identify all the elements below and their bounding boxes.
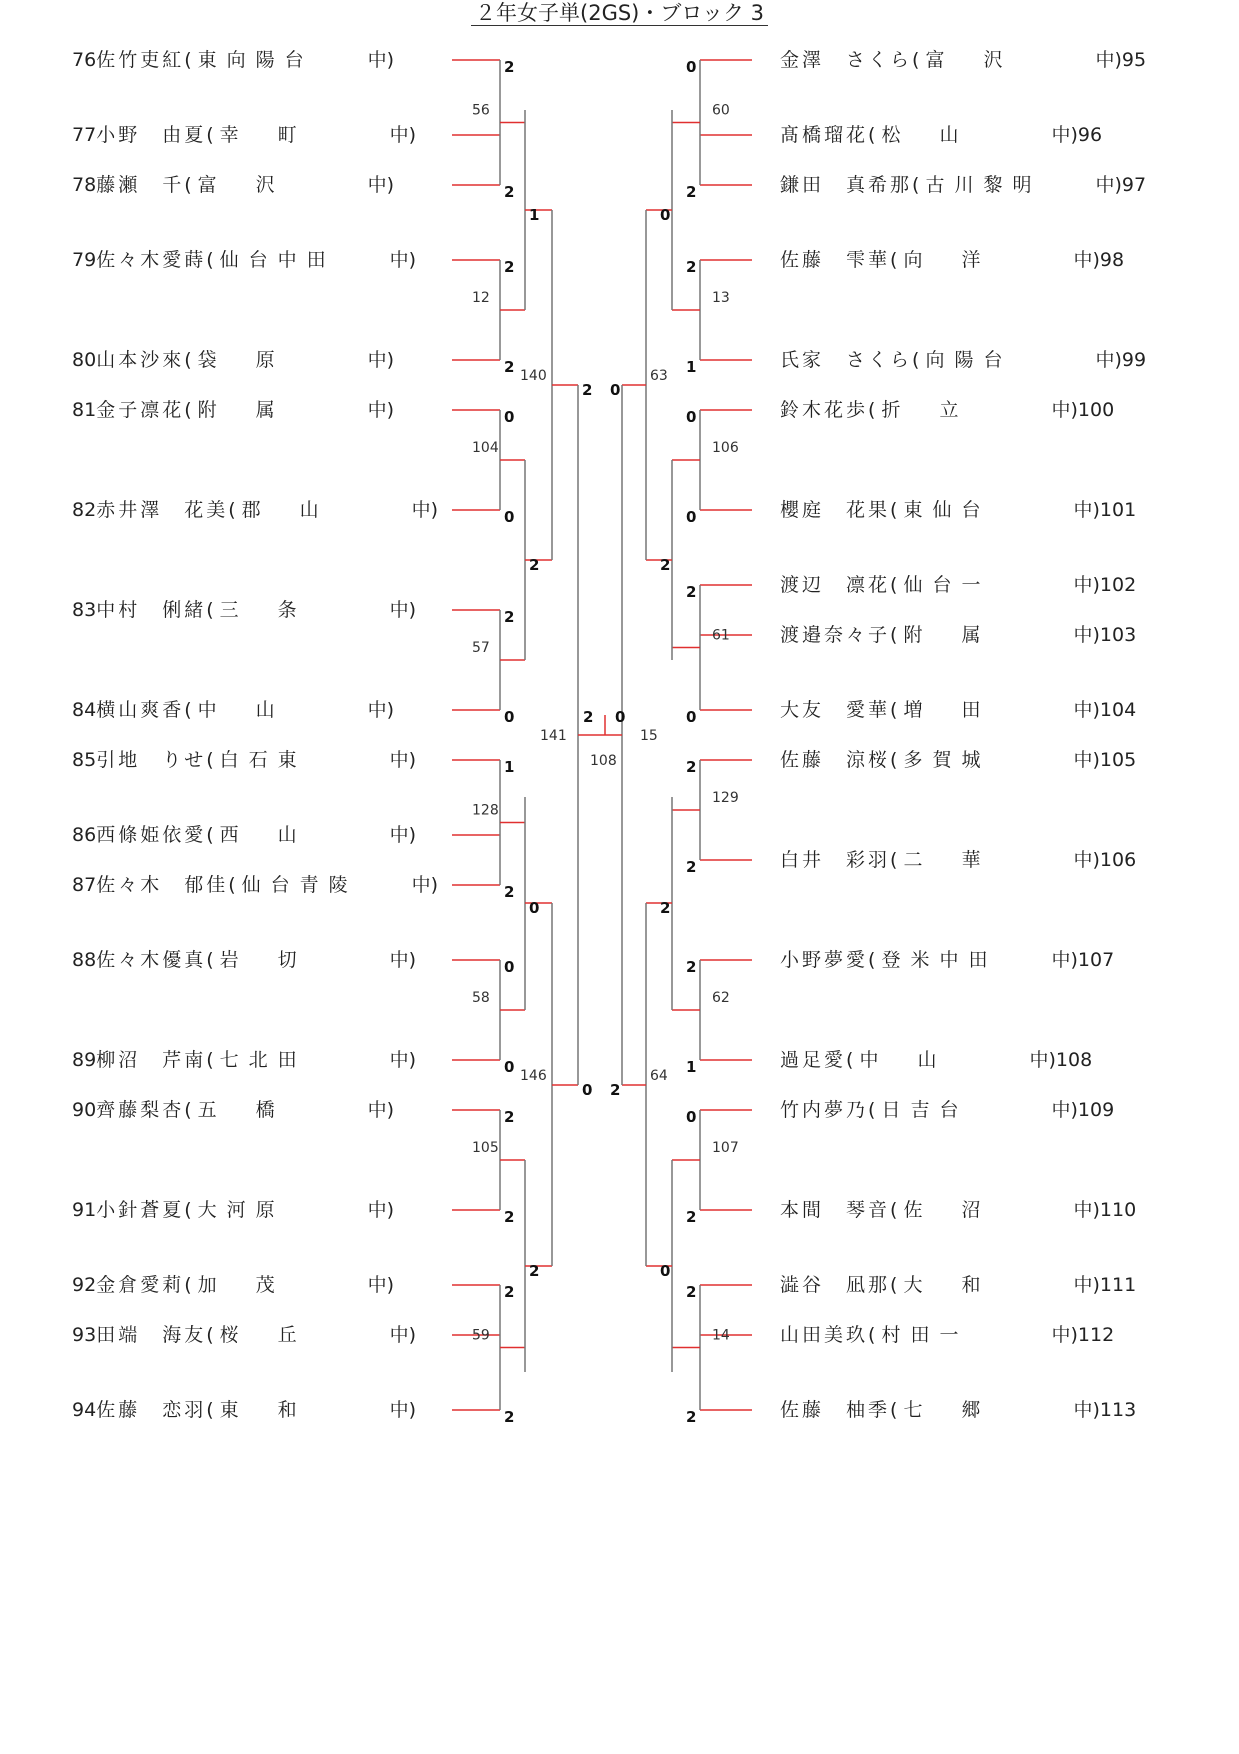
player-number: 95: [1121, 49, 1147, 71]
player-number: 92: [72, 1274, 97, 1296]
player-number: 82: [72, 499, 97, 521]
set-score: 2: [686, 958, 697, 976]
player-name: 佐々木優真: [96, 949, 207, 971]
school-name: 加 茂: [197, 1274, 285, 1296]
set-score: 2: [686, 758, 697, 776]
school-suffix: 中): [367, 1099, 395, 1121]
player-name: 白井 彩羽: [780, 849, 891, 871]
player-name: 佐々木愛蒔: [96, 249, 207, 271]
match-number: 59: [472, 1327, 490, 1344]
paren: (: [890, 699, 904, 721]
set-score: 0: [686, 708, 697, 726]
set-score: 2: [582, 381, 593, 399]
player-name: 山本沙來: [96, 349, 185, 371]
player-number: 102: [1099, 574, 1137, 596]
set-score: 0: [660, 206, 671, 224]
school-suffix: 中): [1073, 749, 1100, 771]
player-number: 105: [1099, 749, 1137, 771]
match-number: 58: [472, 990, 490, 1006]
paren: (: [868, 399, 882, 421]
match-number: 57: [472, 640, 490, 656]
player-number: 91: [72, 1199, 97, 1221]
player-number: 108: [1055, 1049, 1093, 1071]
school-name: 桜 丘: [219, 1324, 307, 1346]
page-title: ２年女子単(2GS)・ブロック 3: [0, 0, 1239, 26]
player-number: 113: [1099, 1399, 1137, 1421]
match-number: 13: [712, 290, 730, 306]
player-name: 氏家 さくら: [780, 349, 913, 371]
player-number: 98: [1099, 249, 1125, 271]
school-suffix: 中): [1051, 1099, 1078, 1121]
player-name: 竹内夢乃: [780, 1099, 869, 1121]
set-score: 0: [504, 508, 515, 526]
school-suffix: 中): [1051, 124, 1078, 146]
paren: (: [184, 49, 198, 71]
set-score: 0: [686, 408, 697, 426]
match-number: 14: [712, 1327, 730, 1344]
match-number: 105: [472, 1140, 499, 1156]
school-suffix: 中): [367, 1199, 395, 1221]
match-number: 61: [712, 627, 730, 644]
player-number: 103: [1099, 624, 1137, 646]
set-score: 2: [686, 1283, 697, 1301]
match-number: 108: [590, 753, 617, 769]
player-name: 田端 海友: [96, 1324, 207, 1346]
match-number: 104: [472, 440, 499, 456]
player-number: 94: [72, 1399, 97, 1421]
set-score: 2: [504, 358, 515, 376]
set-score: 2: [610, 1081, 621, 1099]
school-suffix: 中): [389, 599, 417, 621]
school-suffix: 中): [1073, 1399, 1100, 1421]
player-number: 96: [1077, 124, 1103, 146]
school-name: 七 郷: [903, 1399, 991, 1421]
paren: (: [868, 1324, 882, 1346]
player-number: 106: [1099, 849, 1137, 871]
school-suffix: 中): [1073, 849, 1100, 871]
paren: (: [206, 1324, 220, 1346]
set-score: 2: [529, 1262, 540, 1280]
player-name: 過足愛: [780, 1049, 847, 1071]
player-number: 88: [72, 949, 97, 971]
school-name: 日吉台: [881, 1099, 969, 1121]
school-name: 富 沢: [197, 174, 285, 196]
set-score: 0: [529, 899, 540, 917]
player-name: 本間 琴音: [780, 1199, 891, 1221]
school-name: 東仙台: [903, 499, 991, 521]
paren: (: [206, 599, 220, 621]
match-number: 64: [650, 1068, 668, 1084]
school-suffix: 中): [1051, 949, 1078, 971]
paren: (: [890, 1199, 904, 1221]
player-name: 大友 愛華: [780, 699, 891, 721]
set-score: 2: [686, 183, 697, 201]
paren: (: [228, 499, 242, 521]
player-number: 93: [72, 1324, 97, 1346]
player-name: 金澤 さくら: [780, 49, 913, 71]
school-name: 松 山: [881, 124, 969, 146]
player-name: 佐藤 涼桜: [780, 749, 891, 771]
school-suffix: 中): [367, 699, 395, 721]
school-name: 古川黎明: [925, 174, 1042, 196]
school-suffix: 中): [1051, 399, 1078, 421]
paren: (: [868, 949, 882, 971]
paren: (: [890, 849, 904, 871]
player-name: 柳沼 芹南: [96, 1049, 207, 1071]
paren: (: [912, 49, 926, 71]
paren: (: [890, 1274, 904, 1296]
player-name: 渡邉奈々子: [780, 624, 891, 646]
player-name: 赤井澤 花美: [96, 499, 229, 521]
paren: (: [890, 499, 904, 521]
player-number: 110: [1099, 1199, 1137, 1221]
school-name: 郡 山: [241, 499, 329, 521]
set-score: 2: [504, 183, 515, 201]
school-suffix: 中): [367, 1274, 395, 1296]
player-name: 金子凛花: [96, 399, 185, 421]
paren: (: [184, 1099, 198, 1121]
set-score: 2: [504, 1108, 515, 1126]
player-number: 97: [1121, 174, 1147, 196]
school-name: 仙台中田: [219, 249, 336, 271]
set-score: 2: [686, 1408, 697, 1426]
player-number: 111: [1099, 1274, 1137, 1296]
player-number: 81: [72, 399, 97, 421]
school-suffix: 中): [1095, 174, 1122, 196]
paren: (: [228, 874, 242, 896]
school-name: 中 山: [859, 1049, 947, 1071]
school-suffix: 中): [389, 949, 417, 971]
player-name: 鎌田 真希那: [780, 174, 913, 196]
set-score: 1: [686, 358, 697, 376]
school-name: 富 沢: [925, 49, 1013, 71]
paren: (: [184, 1274, 198, 1296]
school-name: 東向陽台: [197, 49, 314, 71]
player-name: 髙橋瑠花: [780, 124, 869, 146]
school-name: 二 華: [903, 849, 991, 871]
player-number: 87: [72, 874, 97, 896]
school-name: 東 和: [219, 1399, 307, 1421]
paren: (: [184, 1199, 198, 1221]
player-number: 107: [1077, 949, 1115, 971]
paren: (: [206, 824, 220, 846]
school-suffix: 中): [389, 124, 417, 146]
player-name: 小針蒼夏: [96, 1199, 185, 1221]
set-score: 0: [582, 1081, 593, 1099]
school-suffix: 中): [1073, 699, 1100, 721]
paren: (: [890, 749, 904, 771]
school-name: 折 立: [881, 399, 969, 421]
school-suffix: 中): [367, 174, 395, 196]
match-number: 128: [472, 802, 499, 819]
player-number: 112: [1077, 1324, 1115, 1346]
set-score: 2: [504, 258, 515, 276]
school-suffix: 中): [389, 1049, 417, 1071]
player-name: 西條姫依愛: [96, 824, 207, 846]
school-name: 佐 沼: [903, 1199, 991, 1221]
player-name: 佐竹吏紅: [96, 49, 185, 71]
school-suffix: 中): [367, 349, 395, 371]
set-score: 0: [610, 381, 621, 399]
player-number: 80: [72, 349, 97, 371]
paren: (: [206, 1049, 220, 1071]
match-number: 63: [650, 368, 668, 384]
paren: (: [206, 1399, 220, 1421]
player-number: 76: [72, 49, 97, 71]
school-name: 五 橋: [197, 1099, 285, 1121]
player-number: 77: [72, 124, 97, 146]
player-name: 小野夢愛: [780, 949, 869, 971]
player-name: 藤瀬 千: [96, 174, 185, 196]
school-suffix: 中): [389, 249, 417, 271]
school-name: 幸 町: [219, 124, 307, 146]
player-name: 佐藤 柚季: [780, 1399, 891, 1421]
set-score: 2: [686, 1208, 697, 1226]
set-score: 2: [660, 556, 671, 574]
set-score: 0: [660, 1262, 671, 1280]
paren: (: [890, 249, 904, 271]
set-score: 0: [504, 958, 515, 976]
player-name: 鈴木花歩: [780, 399, 869, 421]
player-name: 横山爽香: [96, 699, 185, 721]
paren: (: [890, 574, 904, 596]
match-number: 107: [712, 1140, 739, 1156]
set-score: 0: [686, 508, 697, 526]
school-name: 向陽台: [925, 349, 1013, 371]
set-score: 0: [615, 708, 626, 726]
school-suffix: 中): [1073, 574, 1100, 596]
set-score: 1: [504, 758, 515, 776]
player-name: 金倉愛莉: [96, 1274, 185, 1296]
school-name: 向 洋: [903, 249, 991, 271]
set-score: 2: [660, 899, 671, 917]
school-name: 七北田: [219, 1049, 307, 1071]
set-score: 2: [504, 1408, 515, 1426]
player-number: 84: [72, 699, 97, 721]
school-name: 岩 切: [219, 949, 307, 971]
paren: (: [912, 174, 926, 196]
match-number: 141: [540, 728, 567, 744]
school-suffix: 中): [411, 499, 439, 521]
player-number: 104: [1099, 699, 1137, 721]
paren: (: [206, 249, 220, 271]
player-name: 小野 由夏: [96, 124, 207, 146]
set-score: 2: [529, 556, 540, 574]
match-number: 15: [640, 728, 658, 744]
school-name: 村田一: [881, 1324, 969, 1346]
paren: (: [206, 124, 220, 146]
paren: (: [184, 399, 198, 421]
set-score: 2: [504, 1208, 515, 1226]
paren: (: [846, 1049, 860, 1071]
player-number: 109: [1077, 1099, 1115, 1121]
school-suffix: 中): [1051, 1324, 1078, 1346]
set-score: 2: [686, 258, 697, 276]
school-name: 三 条: [219, 599, 307, 621]
school-suffix: 中): [1073, 499, 1100, 521]
school-suffix: 中): [389, 1399, 417, 1421]
player-number: 86: [72, 824, 97, 846]
player-number: 101: [1099, 499, 1137, 521]
school-suffix: 中): [389, 824, 417, 846]
school-name: 中 山: [197, 699, 285, 721]
paren: (: [206, 749, 220, 771]
match-number: 62: [712, 990, 730, 1006]
school-suffix: 中): [1095, 49, 1122, 71]
school-name: 大河原: [197, 1199, 285, 1221]
school-suffix: 中): [411, 874, 439, 896]
set-score: 2: [583, 708, 594, 726]
school-name: 登米中田: [881, 949, 998, 971]
paren: (: [184, 174, 198, 196]
set-score: 1: [686, 1058, 697, 1076]
paren: (: [890, 624, 904, 646]
player-number: 83: [72, 599, 97, 621]
school-name: 仙台一: [903, 574, 991, 596]
match-number: 129: [712, 790, 739, 806]
school-suffix: 中): [1095, 349, 1122, 371]
set-score: 0: [686, 1108, 697, 1126]
paren: (: [868, 1099, 882, 1121]
player-number: 85: [72, 749, 97, 771]
school-suffix: 中): [1073, 1199, 1100, 1221]
school-name: 西 山: [219, 824, 307, 846]
school-suffix: 中): [1073, 1274, 1100, 1296]
school-suffix: 中): [389, 1324, 417, 1346]
player-number: 99: [1121, 349, 1147, 371]
player-number: 79: [72, 249, 97, 271]
school-suffix: 中): [1073, 249, 1100, 271]
match-number: 106: [712, 440, 739, 456]
player-number: 90: [72, 1099, 97, 1121]
school-name: 仙台青陵: [241, 874, 358, 896]
match-number: 140: [520, 368, 547, 384]
paren: (: [184, 349, 198, 371]
paren: (: [206, 949, 220, 971]
school-suffix: 中): [1029, 1049, 1056, 1071]
school-suffix: 中): [389, 749, 417, 771]
player-name: 山田美玖: [780, 1324, 869, 1346]
set-score: 0: [686, 58, 697, 76]
player-name: 澁谷 凪那: [780, 1274, 891, 1296]
paren: (: [184, 699, 198, 721]
match-number: 60: [712, 102, 730, 119]
paren: (: [868, 124, 882, 146]
player-name: 佐藤 雫華: [780, 249, 891, 271]
player-name: 中村 俐緒: [96, 599, 207, 621]
set-score: 2: [504, 1283, 515, 1301]
match-number: 146: [520, 1068, 547, 1084]
paren: (: [890, 1399, 904, 1421]
school-name: 増 田: [903, 699, 991, 721]
player-number: 100: [1077, 399, 1115, 421]
player-name: 引地 りせ: [96, 749, 207, 771]
set-score: 1: [529, 206, 540, 224]
set-score: 0: [504, 1058, 515, 1076]
player-name: 櫻庭 花果: [780, 499, 891, 521]
school-name: 多賀城: [903, 749, 991, 771]
set-score: 2: [504, 883, 515, 901]
school-suffix: 中): [367, 399, 395, 421]
match-number: 56: [472, 102, 490, 119]
set-score: 0: [504, 708, 515, 726]
school-name: 白石東: [219, 749, 307, 771]
school-name: 附 属: [197, 399, 285, 421]
set-score: 2: [686, 583, 697, 601]
school-name: 大 和: [903, 1274, 991, 1296]
school-name: 袋 原: [197, 349, 285, 371]
set-score: 2: [686, 858, 697, 876]
player-number: 78: [72, 174, 97, 196]
school-name: 附 属: [903, 624, 991, 646]
set-score: 2: [504, 608, 515, 626]
school-suffix: 中): [367, 49, 395, 71]
paren: (: [912, 349, 926, 371]
set-score: 0: [504, 408, 515, 426]
player-name: 渡辺 凛花: [780, 574, 891, 596]
player-name: 佐々木 郁佳: [96, 874, 229, 896]
school-suffix: 中): [1073, 624, 1100, 646]
player-name: 齊藤梨杏: [96, 1099, 185, 1121]
match-number: 12: [472, 290, 490, 306]
player-name: 佐藤 恋羽: [96, 1399, 207, 1421]
player-number: 89: [72, 1049, 97, 1071]
set-score: 2: [504, 58, 515, 76]
